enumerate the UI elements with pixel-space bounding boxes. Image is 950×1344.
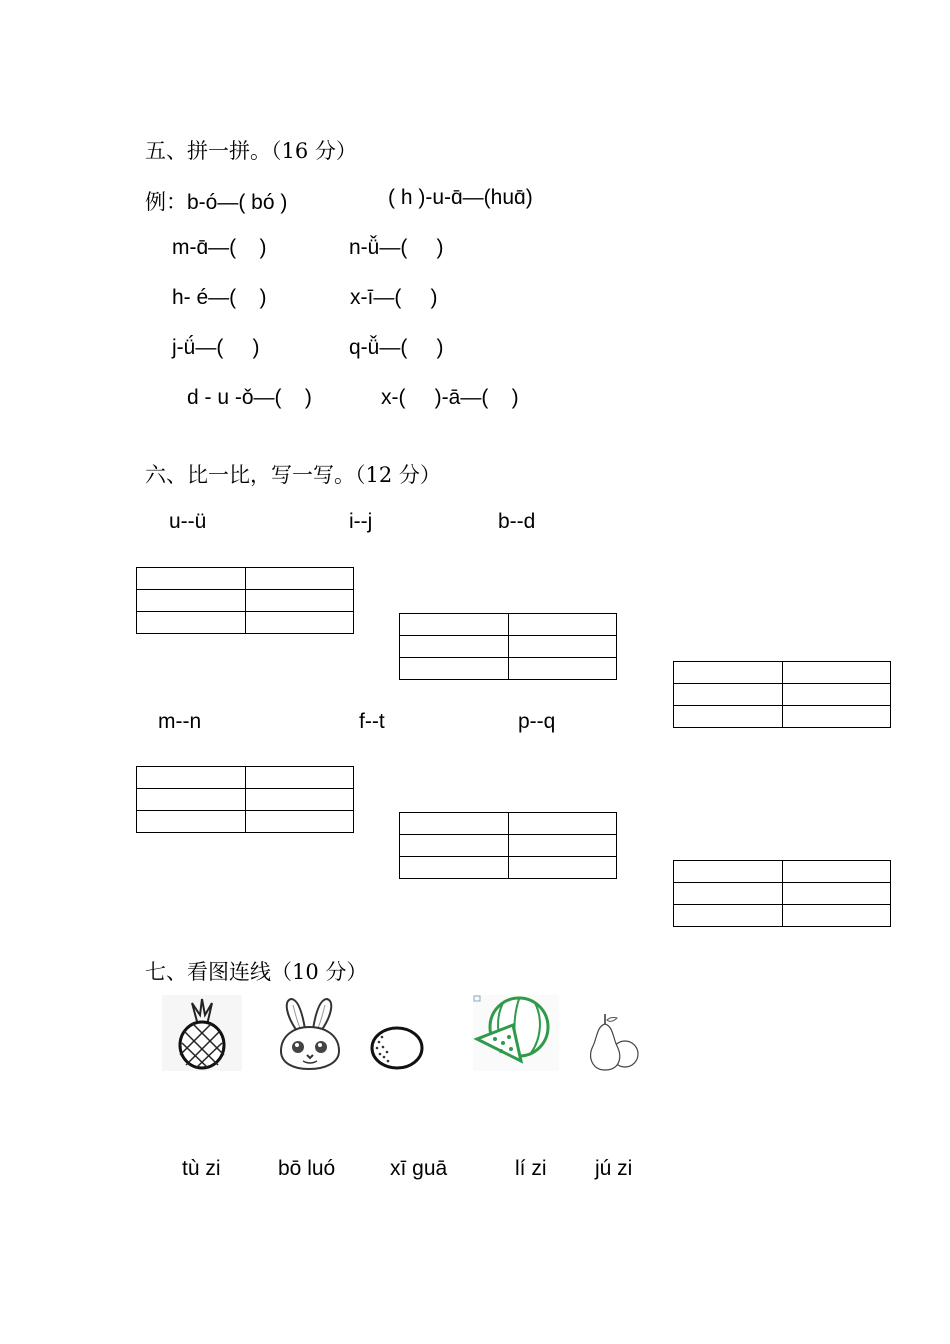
exercise-4-right: x-( )-ā—( ) — [381, 386, 519, 409]
word-bo-luo[interactable]: bō luó — [278, 1157, 336, 1180]
pair-i-j: i--j — [349, 510, 373, 533]
exercise-2-left: h- é—( ) — [172, 286, 267, 309]
orange-icon[interactable] — [369, 1026, 425, 1070]
word-ju-zi[interactable]: jú zi — [595, 1157, 633, 1180]
pair-u-u: u--ü — [169, 510, 207, 533]
exercise-1-right: n-ǚ—( ) — [349, 236, 444, 259]
exercise-3-left: j-ǘ—( ) — [172, 336, 260, 359]
pair-m-n: m--n — [158, 710, 202, 733]
writing-grid-1[interactable] — [136, 567, 354, 634]
writing-grid-4[interactable] — [136, 766, 354, 833]
word-tu-zi[interactable]: tù zi — [182, 1157, 221, 1180]
example-line-left: 例：b-ó—( bó ) — [145, 191, 288, 214]
pair-p-q: p--q — [518, 710, 556, 733]
example-line-right: ( h )-u-ɑ̄—(huɑ̄) — [388, 186, 533, 209]
pear-icon[interactable] — [583, 1012, 641, 1072]
rabbit-icon[interactable] — [273, 997, 347, 1071]
section7-heading: 七、看图连线（10 分） — [145, 960, 368, 984]
exercise-1-left: m-ɑ̄—( ) — [172, 236, 267, 259]
word-li-zi[interactable]: lí zi — [515, 1157, 547, 1180]
exercise-4-left: d - u -ǒ—( ) — [187, 386, 312, 409]
pair-f-t: f--t — [359, 710, 385, 733]
writing-grid-6[interactable] — [673, 860, 891, 927]
exercise-3-right: q-ǚ—( ) — [349, 336, 444, 359]
writing-grid-5[interactable] — [399, 812, 617, 879]
pineapple-icon[interactable] — [162, 995, 242, 1071]
word-xi-gua[interactable]: xī guā — [390, 1157, 448, 1180]
exercise-2-right: x-ī—( ) — [350, 286, 438, 309]
section6-heading: 六、比一比，写一写。（12 分） — [145, 463, 441, 487]
section5-heading: 五、拼一拼。（16 分） — [145, 139, 357, 163]
writing-grid-3[interactable] — [673, 661, 891, 728]
writing-grid-2[interactable] — [399, 613, 617, 680]
watermelon-icon[interactable] — [473, 995, 559, 1071]
pair-b-d: b--d — [498, 510, 536, 533]
